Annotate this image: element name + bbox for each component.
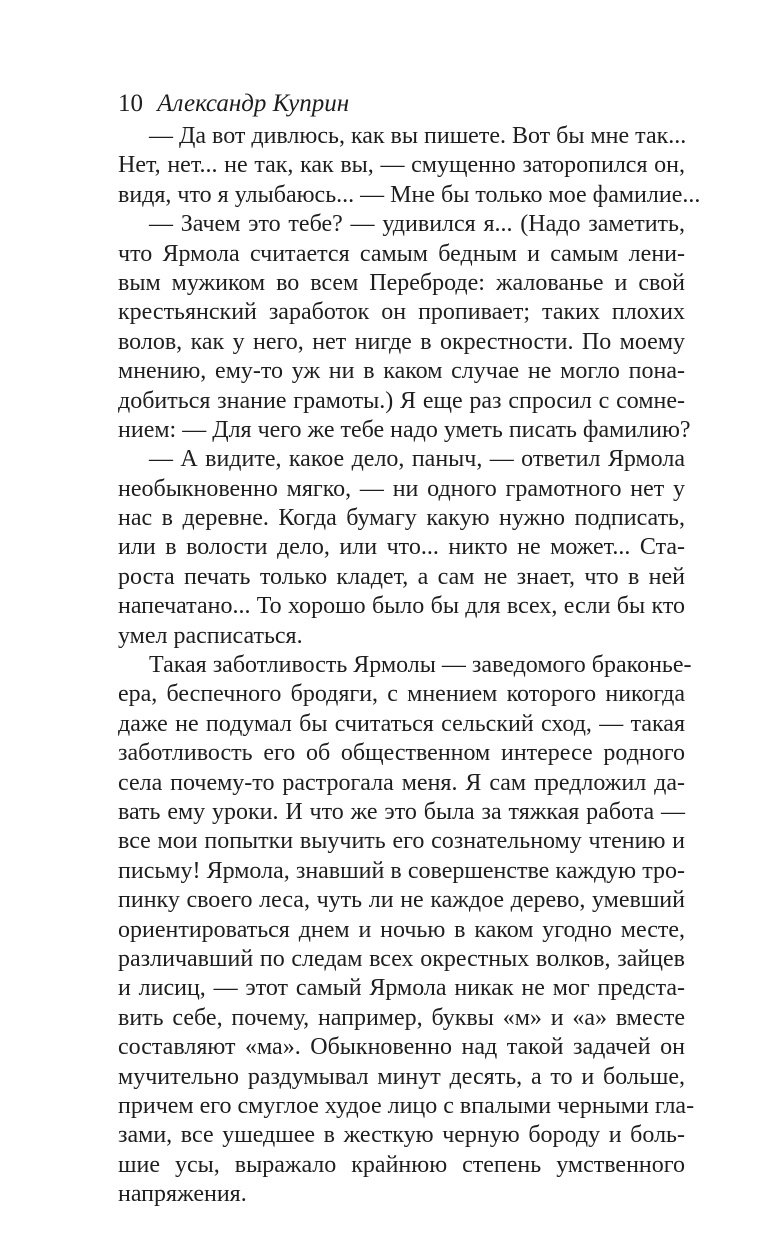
text-line: необыкновенно мягко, — ни одного грамотного нет у	[118, 475, 685, 502]
text-line: письму! Ярмола, знавший в совершенстве каждую тро-	[118, 857, 685, 884]
page-number: 10	[118, 90, 143, 117]
text-line: нием: — Для чего же тебе надо уметь писать фамилию?	[118, 416, 691, 443]
text-line: все мои попытки выучить его сознательному чтению и	[118, 828, 685, 855]
text-line: Такая заботливость Ярмолы — заведомого браконье-	[149, 652, 692, 679]
text-line: шие усы, выражало крайнюю степень умственного	[118, 1151, 685, 1178]
text-line: даже не подумал бы считаться сельский сход, — такая	[118, 710, 685, 737]
text-line: мнению, ему-то уж ни в каком случае не могло пона-	[118, 358, 685, 385]
text-line: вать ему уроки. И что же это была за тяжкая работа —	[118, 798, 685, 825]
running-head	[118, 86, 685, 122]
text-line: крестьянский заработок он пропивает; таких плохих	[118, 299, 685, 326]
text-line: составляют «ма». Обыкновенно над такой задачей он	[118, 1034, 685, 1061]
text-line: что Ярмола считается самым бедным и самым лени-	[118, 240, 685, 267]
running-head-author: Александр Куприн	[157, 90, 350, 117]
text-line: пинку своего леса, чуть ли не каждое дерево, умевший	[118, 887, 685, 914]
text-line: или в волости дело, или что... никто не может... Ста-	[118, 534, 685, 561]
text-line: вить себе, почему, например, буквы «м» и «а» вместе	[118, 1004, 685, 1031]
text-line: напечатано... То хорошо было бы для всех, если бы кто	[118, 593, 685, 620]
text-line: видя, что я улыбаюсь... — Мне бы только мое фамилие...	[118, 181, 701, 208]
text-line: — Да вот дивлюсь, как вы пишете. Вот бы мне так...	[149, 123, 687, 149]
text-line: — Зачем это тебе? — удивился я... (Надо заметить,	[149, 211, 685, 238]
text-line: зами, все ушедшее в жесткую черную бороду и боль-	[118, 1122, 685, 1149]
text-line: мучительно раздумывал минут десять, а то и больше,	[118, 1063, 685, 1090]
text-line: нас в деревне. Когда бумагу какую нужно подписать,	[118, 505, 685, 532]
text-line: ориентироваться днем и ночью в каком угодно месте,	[118, 916, 685, 943]
book-page	[118, 86, 701, 1209]
text-line: ера, беспечного бродяги, с мнением которого никогда	[118, 681, 685, 708]
text-line: Нет, нет... не так, как вы, — смущенно заторопился он,	[118, 152, 685, 179]
text-line: села почему-то растрогала меня. Я сам предложил да-	[118, 769, 685, 796]
text-line: волов, как у него, нет нигде в окрестности. По моему	[118, 328, 685, 355]
body-text	[118, 122, 701, 1209]
text-line: умел расписаться.	[118, 622, 303, 649]
text-line: заботливость его об общественном интересе родного	[118, 740, 685, 767]
text-line: причем его смуглое худое лицо с впалыми черными гла-	[118, 1092, 695, 1119]
text-line: вым мужиком во всем Переброде: жалованье и свой	[118, 269, 685, 296]
text-line: роста печать только кладет, а сам не знает, что в ней	[118, 563, 685, 590]
text-line: напряжения.	[118, 1181, 247, 1208]
text-line: — А видите, какое дело, паныч, — ответил Ярмола	[149, 446, 685, 473]
text-line: и лисиц, — этот самый Ярмола никак не мог предста-	[118, 975, 685, 1002]
text-line: добиться знание грамоты.) Я еще раз спросил с сомне-	[118, 387, 685, 414]
text-line: различавший по следам всех окрестных волков, зайцев	[118, 945, 685, 972]
